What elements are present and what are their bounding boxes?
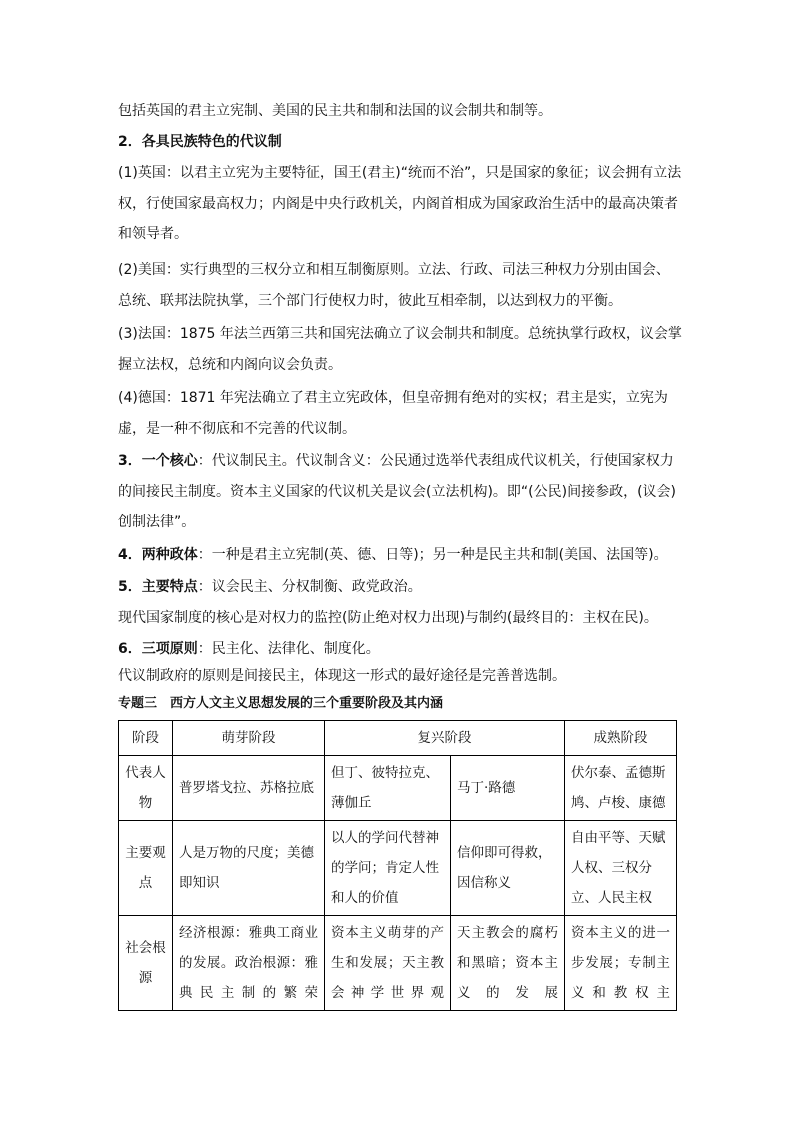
table-header-row xyxy=(119,721,677,756)
paragraph-usa: (2)美国：实行典型的三权分立和相互制衡原则。立法、行政、司法三种权力分别由国会、总统、联邦法院执掌，三个部门行使权力时，彼此互相牵制，以达到权力的平衡。 xyxy=(118,262,670,309)
table-row xyxy=(119,821,677,916)
heading-three-principles: 6．三项原则 xyxy=(118,641,198,657)
paragraph-two-regimes xyxy=(118,540,683,571)
cell-revival-b: 马丁·路德 xyxy=(451,756,565,821)
paragraph-main-features xyxy=(118,572,683,603)
cell-revival-a: 资本主义萌芽的产生和发展；天主教会神学世界观 xyxy=(325,916,451,1011)
header-mature: 成熟阶段 xyxy=(565,721,677,756)
humanism-stages-table xyxy=(118,720,677,1011)
one-core-text: ：代议制民主。代议制含义：公民通过选举代表组成代议机关，行使国家权力的间接民主制度。资本主义国家的代议机关是议会(立法机构)。即“(公民)间接参政，(议会)创制法律”。 xyxy=(118,453,677,530)
cell-sprout: 经济根源：雅典工商业的发展。政治根源：雅典民主制的繁荣 xyxy=(173,916,325,1011)
heading-main-features: 5．主要特点 xyxy=(118,579,198,595)
cell-revival-a: 但丁、彼特拉克、薄伽丘 xyxy=(325,756,451,821)
cell-revival-a: 以人的学问代替神的学问；肯定人性和人的价值 xyxy=(325,821,451,916)
row-label: 主要观点 xyxy=(119,821,173,916)
paragraph-intro: 包括英国的君主立宪制、美国的民主共和制和法国的议会制共和制等。 xyxy=(118,103,552,119)
heading-two-regimes: 4．两种政体 xyxy=(118,547,198,563)
paragraph-power-core: 现代国家制度的核心是对权力的监控(防止绝对权力出现)与制约(最终目的：主权在民)。 xyxy=(118,610,658,626)
paragraph-core xyxy=(118,446,683,538)
header-sprout: 萌芽阶段 xyxy=(173,721,325,756)
cell-mature: 资本主义的进一步发展；专制主义和教权主 xyxy=(565,916,677,1011)
cell-sprout: 普罗塔戈拉、苏格拉底 xyxy=(173,756,325,821)
paragraph-britain: (1)英国：以君主立宪为主要特征，国王(君主)“统而不治”，只是国家的象征；议会拥有立法权，行使国家最高权力；内阁是中央行政机关，内阁首相成为国家政治生活中的最高决策者和领导者。 xyxy=(118,165,682,242)
header-revival: 复兴阶段 xyxy=(325,721,565,756)
paragraph-germany: (4)德国：1871 年宪法确立了君主立宪政体，但皇帝拥有绝对的实权；君主是实，立宪为虚，是一种不彻底和不完善的代议制。 xyxy=(118,390,668,437)
heading-one-core: 3．一个核心 xyxy=(118,453,198,469)
row-label: 社会根源 xyxy=(119,916,173,1011)
header-stage: 阶段 xyxy=(119,721,173,756)
heading-representative-systems: 2．各具民族特色的代议制 xyxy=(118,134,282,150)
cell-mature: 自由平等、天赋人权、三权分立、人民主权 xyxy=(565,821,677,916)
three-principles-text: ：民主化、法律化、制度化。 xyxy=(197,641,380,657)
cell-revival-b: 信仰即可得救，因信称义 xyxy=(451,821,565,916)
table-row xyxy=(119,916,677,1011)
table-caption: 专题三 西方人文主义思想发展的三个重要阶段及其内涵 xyxy=(118,696,444,711)
paragraph-three-principles xyxy=(118,634,683,665)
cell-mature: 伏尔泰、孟德斯鸠、卢梭、康德 xyxy=(565,756,677,821)
cell-sprout: 人是万物的尺度；美德即知识 xyxy=(173,821,325,916)
two-regimes-text: ：一种是君主立宪制(英、德、日等)；另一种是民主共和制(美国、法国等)。 xyxy=(197,547,668,563)
row-label: 代表人物 xyxy=(119,756,173,821)
paragraph-indirect-democracy: 代议制政府的原则是间接民主，体现这一形式的最好途径是完善普选制。 xyxy=(118,668,566,684)
table-row xyxy=(119,756,677,821)
main-features-text: ：议会民主、分权制衡、政党政治。 xyxy=(197,579,422,595)
cell-revival-b: 天主教会的腐朽和黑暗；资本主义的发展 xyxy=(451,916,565,1011)
paragraph-france: (3)法国：1875 年法兰西第三共和国宪法确立了议会制共和制度。总统执掌行政权，议会掌握立法权，总统和内阁向议会负责。 xyxy=(118,326,682,373)
